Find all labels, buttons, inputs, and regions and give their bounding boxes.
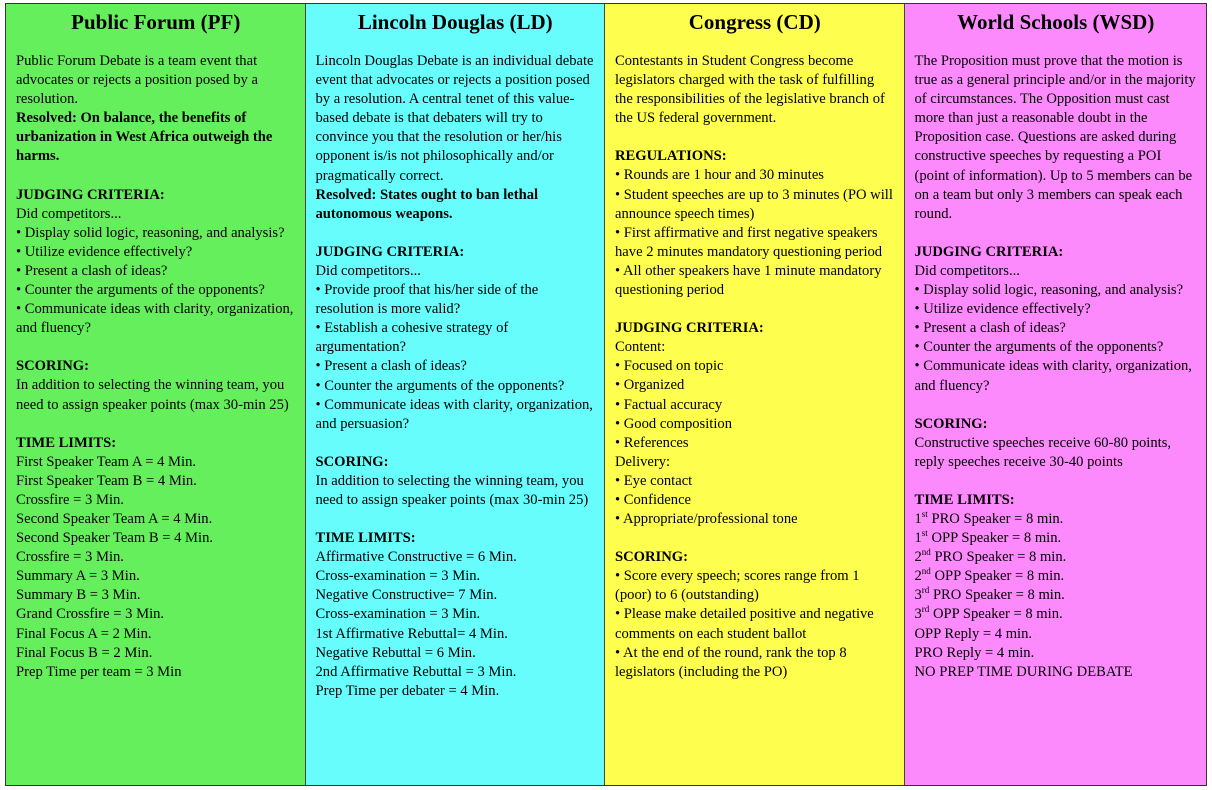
ld-time-item: Cross-examination = 3 Min. — [315, 568, 481, 585]
wsd-time-item: NO PREP TIME DURING DEBATE — [914, 663, 1133, 680]
cd-content-item: • Organized — [615, 377, 685, 394]
cd-content-item: • Factual accuracy — [615, 396, 723, 413]
pf-time-item: Second Speaker Team B = 4 Min. — [16, 530, 214, 547]
ld-scoring-heading: SCORING: — [315, 453, 389, 470]
pf-time-item: Final Focus B = 2 Min. — [16, 644, 153, 661]
cd-regulation-item: • Student speeches are up to 3 minutes (PO will announce speech times) — [615, 186, 893, 222]
pf-time-item: Summary A = 3 Min. — [16, 568, 140, 585]
wsd-scoring-text: Constructive speeches receive 60-80 points, reply speeches receive 30-40 points — [914, 434, 1172, 470]
column-congress — [605, 4, 905, 785]
cd-scoring-item: • Score every speech; scores range from 1 (poor) to 6 (outstanding) — [615, 568, 860, 604]
pf-title: Public Forum (PF) — [71, 10, 241, 34]
wsd-intro: The Proposition must prove that the motion is true as a general principle and/or in the majority of circumstances. The Opposition must cast more than just a reasonable doubt in the Proposition case. Questions are asked during constructive speeches by requesting a POI (point of information). Up to 5 members can be on a team but only 3 members can speak each round. — [914, 53, 1196, 222]
ld-time-item: 1st Affirmative Rebuttal= 4 Min. — [315, 625, 508, 642]
pf-time-item: Grand Crossfire = 3 Min. — [16, 606, 165, 623]
pf-judging-lead: Did competitors... — [16, 205, 122, 222]
pf-judging-item: • Present a clash of ideas? — [16, 262, 168, 279]
ld-judging-heading: JUDGING CRITERIA: — [315, 243, 465, 260]
pf-judging-item: • Utilize evidence effectively? — [16, 243, 193, 260]
wsd-time-item: OPP Reply = 4 min. — [914, 625, 1033, 642]
pf-time-item: Second Speaker Team A = 4 Min. — [16, 510, 213, 527]
pf-judging-item: • Counter the arguments of the opponents? — [16, 282, 265, 299]
wsd-judging-item: • Counter the arguments of the opponents? — [914, 339, 1164, 356]
wsd-time-item: 2nd PRO Speaker = 8 min. — [914, 547, 1067, 566]
ld-judging-item: • Counter the arguments of the opponents? — [315, 377, 565, 394]
ld-time-item: Negative Rebuttal = 6 Min. — [315, 644, 476, 661]
ld-judging-item: • Establish a cohesive strategy of argumentation? — [315, 320, 509, 356]
column-lincoln-douglas — [306, 4, 606, 785]
ld-time-heading: TIME LIMITS: — [315, 530, 416, 547]
cd-judging-heading: JUDGING CRITERIA: — [615, 320, 764, 337]
pf-scoring-text: In addition to selecting the winning team, you need to assign speaker points (max 30-min 25) — [16, 377, 289, 413]
cd-title: Congress (CD) — [688, 10, 821, 34]
wsd-judging-item: • Communicate ideas with clarity, organization, and fluency? — [914, 358, 1192, 394]
wsd-time-item: 1st OPP Speaker = 8 min. — [914, 528, 1062, 547]
wsd-judging-heading: JUDGING CRITERIA: — [914, 243, 1064, 260]
cd-delivery-label: Delivery: — [615, 453, 671, 470]
cd-scoring-item: • Please make detailed positive and negative comments on each student ballot — [615, 606, 874, 642]
ld-intro: Lincoln Douglas Debate is an individual debate event that advocates or rejects a position posed by a resolution. A central tenet of this value-based debate is that debaters will try to convince you that the resolution or her/his opponent is/is not philosophically and/or pragmatically correct. — [315, 53, 594, 184]
ld-time-item: Cross-examination = 3 Min. — [315, 606, 481, 623]
pf-time-item: First Speaker Team A = 4 Min. — [16, 453, 197, 470]
cd-delivery-item: • Confidence — [615, 491, 692, 508]
cd-delivery-item: • Appropriate/professional tone — [615, 511, 798, 528]
cd-content-item: • Good composition — [615, 415, 732, 432]
column-world-schools — [905, 4, 1207, 785]
wsd-scoring-heading: SCORING: — [914, 415, 988, 432]
wsd-judging-item: • Present a clash of ideas? — [914, 320, 1066, 337]
pf-time-item: Summary B = 3 Min. — [16, 587, 141, 604]
wsd-judging-lead: Did competitors... — [914, 262, 1020, 279]
cd-content-item: • References — [615, 434, 689, 451]
pf-time-heading: TIME LIMITS: — [16, 434, 117, 451]
pf-judging-heading: JUDGING CRITERIA: — [16, 186, 165, 203]
wsd-time-item: PRO Reply = 4 min. — [914, 644, 1035, 661]
cd-scoring-item: • At the end of the round, rank the top 8 legislators (including the PO) — [615, 644, 847, 680]
pf-time-item: Final Focus A = 2 Min. — [16, 625, 152, 642]
wsd-time-item: 1st PRO Speaker = 8 min. — [914, 509, 1064, 527]
ld-time-item: Affirmative Constructive = 6 Min. — [315, 549, 517, 566]
wsd-time-item: 3rd OPP Speaker = 8 min. — [914, 604, 1063, 623]
cd-delivery-item: • Eye contact — [615, 472, 693, 489]
wsd-title: World Schools (WSD) — [957, 10, 1155, 34]
ld-judging-item: • Provide proof that his/her side of the resolution is more valid? — [315, 282, 539, 318]
cd-regulations-heading: REGULATIONS: — [615, 148, 727, 165]
ld-judging-lead: Did competitors... — [315, 262, 421, 279]
ld-judging-item: • Present a clash of ideas? — [315, 358, 467, 375]
wsd-judging-item: • Display solid logic, reasoning, and analysis? — [914, 282, 1184, 299]
cd-content-item: • Focused on topic — [615, 358, 724, 375]
wsd-time-item: 2nd OPP Speaker = 8 min. — [914, 566, 1065, 585]
pf-time-item: Crossfire = 3 Min. — [16, 491, 124, 508]
wsd-judging-item: • Utilize evidence effectively? — [914, 301, 1091, 318]
ld-resolved: Resolved: States ought to ban lethal autonomous weapons. — [315, 186, 539, 222]
ld-judging-item: • Communicate ideas with clarity, organization, and persuasion? — [315, 396, 593, 432]
pf-scoring-heading: SCORING: — [16, 358, 89, 375]
ld-time-item: Prep Time per debater = 4 Min. — [315, 682, 500, 699]
pf-time-item: Prep Time per team = 3 Min — [16, 663, 182, 680]
ld-time-item: Negative Constructive= 7 Min. — [315, 587, 498, 604]
ld-time-item: 2nd Affirmative Rebuttal = 3 Min. — [315, 663, 517, 680]
pf-time-item: Crossfire = 3 Min. — [16, 549, 124, 566]
pf-judging-item: • Communicate ideas with clarity, organization, and fluency? — [16, 301, 294, 337]
cd-regulation-item: • First affirmative and first negative speakers have 2 minutes mandatory questioning period — [615, 224, 883, 260]
cd-regulation-item: • Rounds are 1 hour and 30 minutes — [615, 167, 824, 184]
ld-title: Lincoln Douglas (LD) — [357, 10, 553, 34]
cd-regulation-item: • All other speakers have 1 minute mandatory questioning period — [615, 262, 882, 299]
cd-scoring-heading: SCORING: — [615, 549, 688, 566]
pf-judging-item: • Display solid logic, reasoning, and analysis? — [16, 224, 285, 241]
cd-intro: Contestants in Student Congress become legislators charged with the task of fulfilling the responsibilities of the legislative branch of the US federal government. — [615, 53, 885, 127]
pf-intro: Public Forum Debate is a team event that advocates or rejects a position posed by a resolution. — [16, 53, 258, 108]
wsd-time-heading: TIME LIMITS: — [914, 491, 1015, 508]
column-public-forum — [6, 4, 306, 785]
debate-formats-table — [5, 3, 1207, 786]
pf-time-item: First Speaker Team B = 4 Min. — [16, 472, 197, 489]
wsd-time-item: 3rd PRO Speaker = 8 min. — [914, 585, 1065, 604]
pf-resolved: Resolved: On balance, the benefits of urbanization in West Africa outweigh the harms. — [16, 110, 273, 165]
ld-scoring-text: In addition to selecting the winning team, you need to assign speaker points (max 30-min 25) — [315, 472, 589, 508]
cd-content-label: Content: — [615, 339, 666, 356]
